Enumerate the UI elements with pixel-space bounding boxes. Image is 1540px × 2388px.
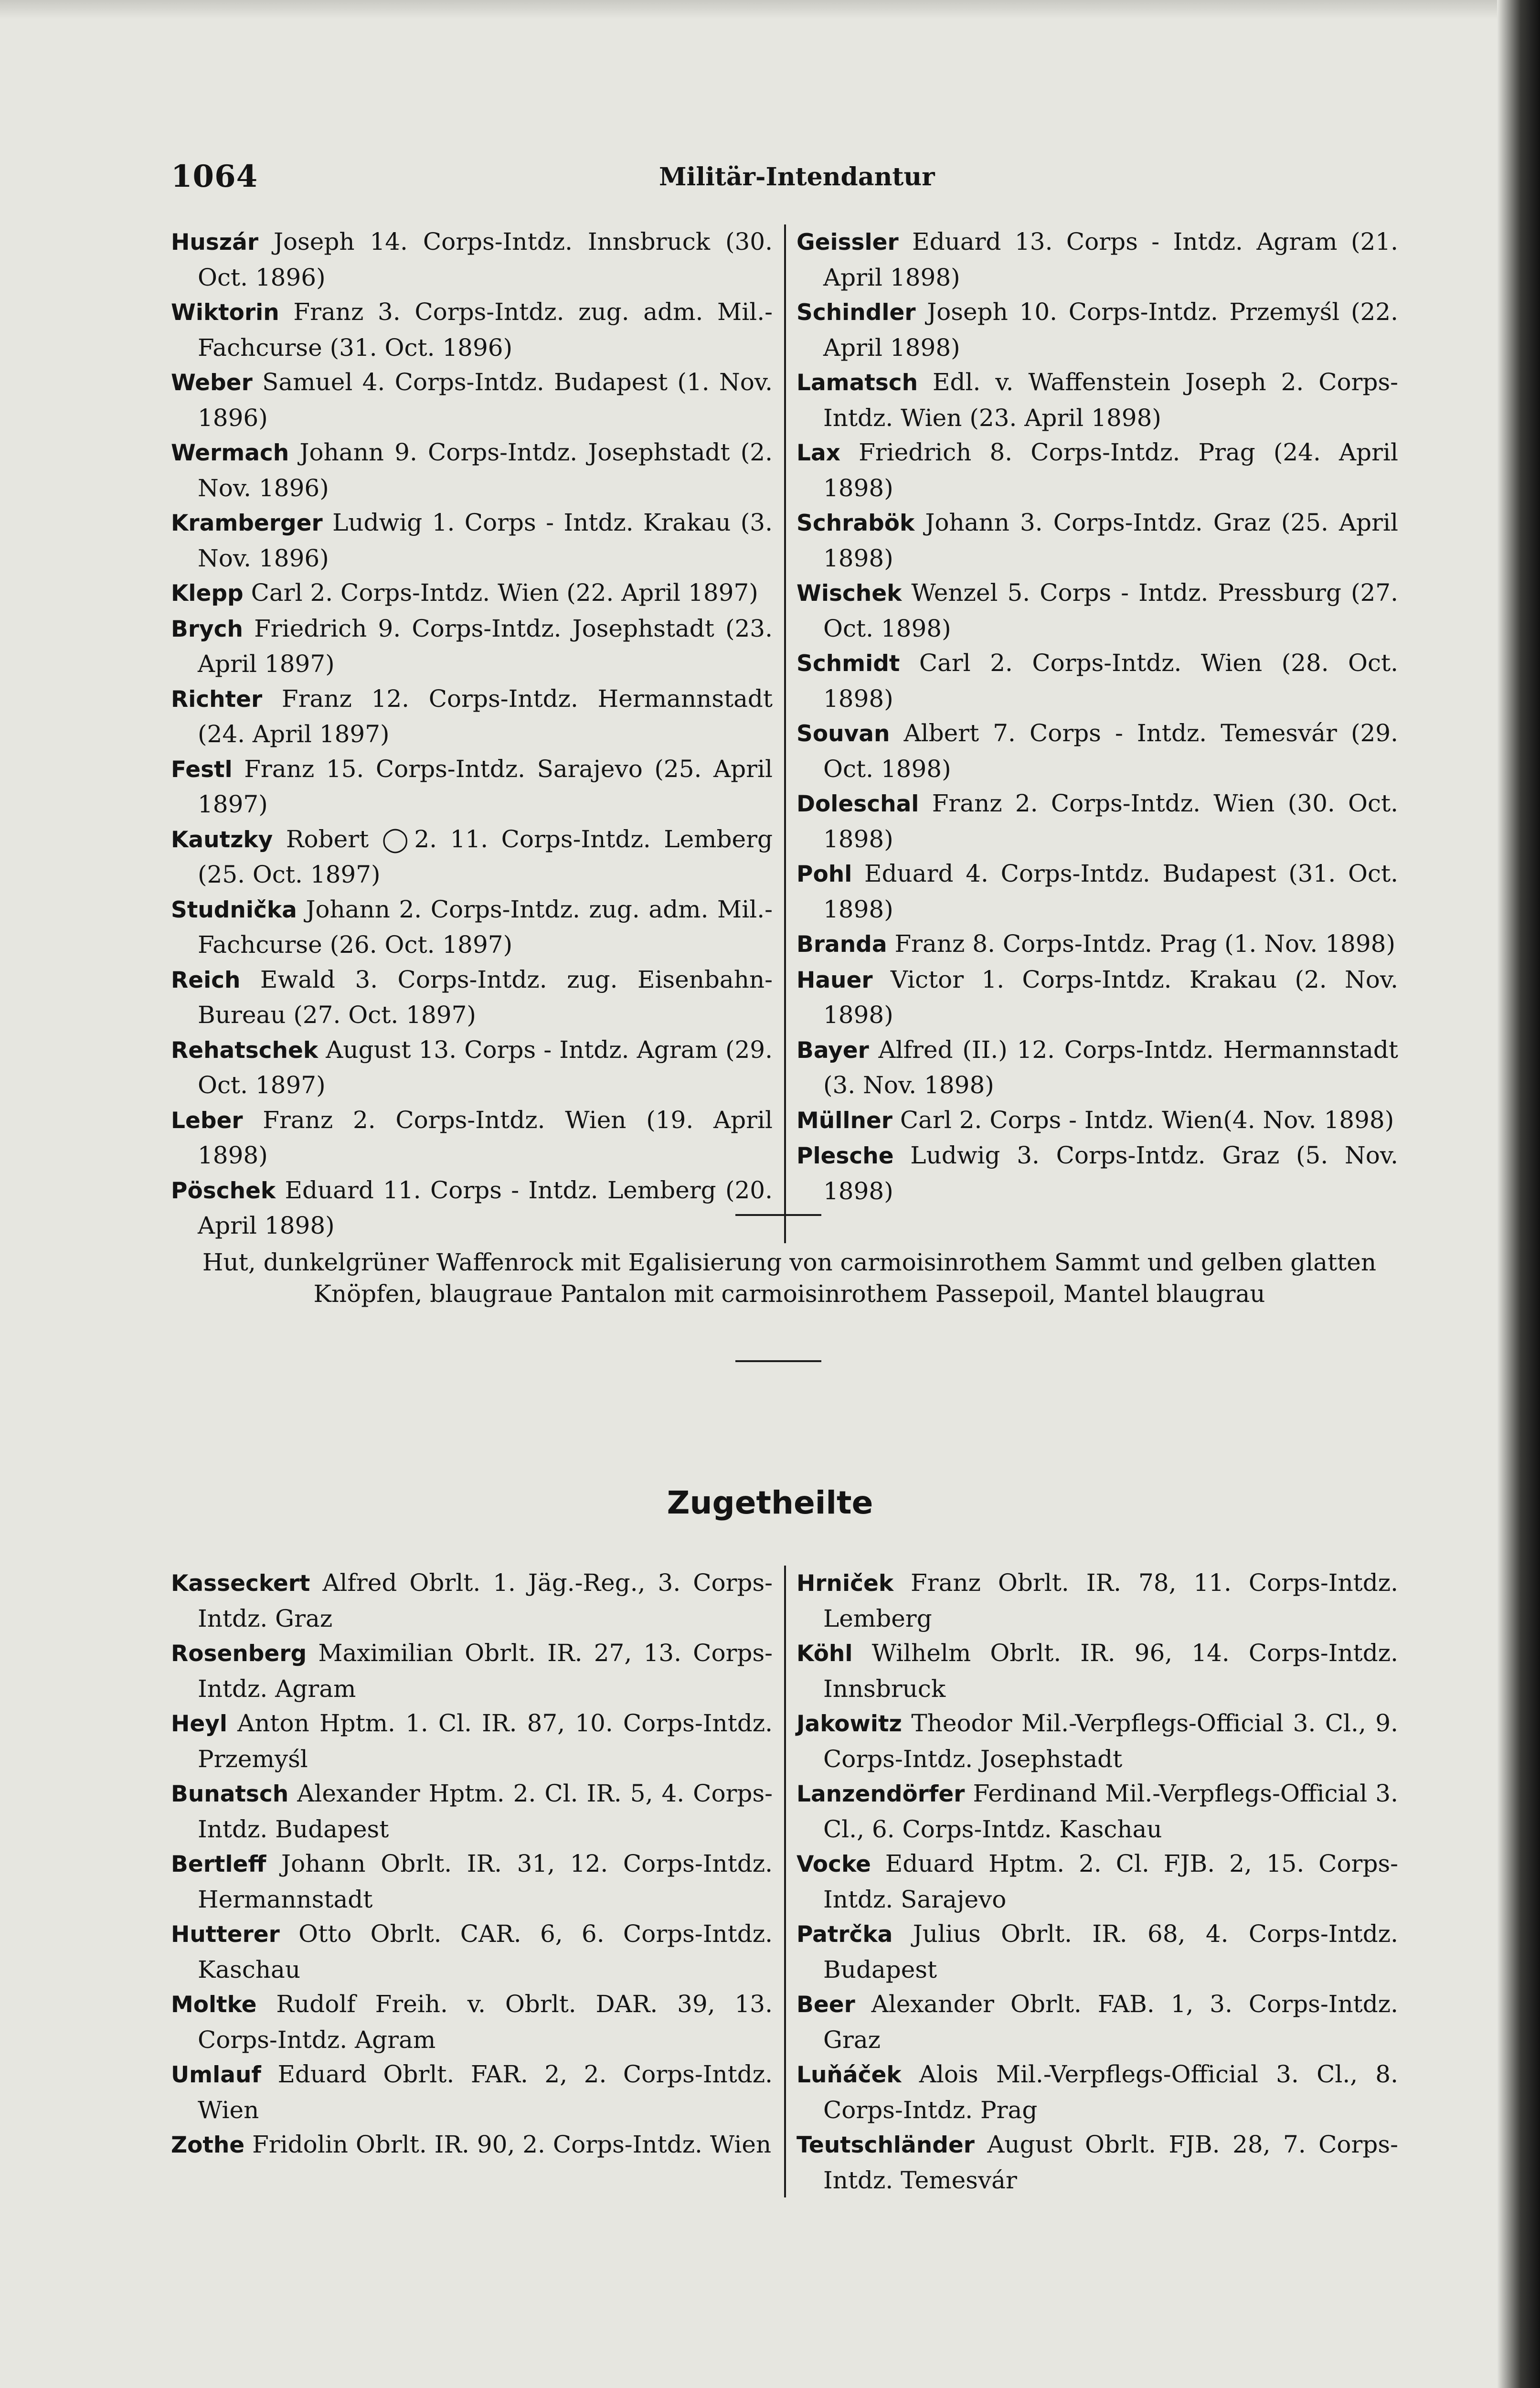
entry-text: Eduard Obrlt. FAR. 2, 2. Corps-Intdz. Wien	[198, 2060, 773, 2124]
attached-list	[171, 1566, 1398, 2197]
entry-text: Alexander Obrlt. FAB. 1, 3. Corps-Intdz. Graz	[823, 1990, 1399, 2054]
list-item	[171, 1706, 773, 1776]
entry-text: Ludwig 3. Corps-Intdz. Graz (5. Nov. 1898)	[823, 1141, 1399, 1205]
entry-text: Carl 2. Corps-Intdz. Wien (22. April 1897)	[251, 579, 758, 607]
entry-text: Franz 8. Corps-Intdz. Prag (1. Nov. 1898)	[894, 930, 1395, 958]
entry-text: Eduard 11. Corps - Intdz. Lemberg (20. April 1898)	[198, 1176, 773, 1239]
surname: Heyl	[171, 1711, 227, 1737]
entry-text: Eduard 13. Corps - Intdz. Agram (21. April 1898)	[823, 228, 1399, 291]
surname: Lax	[797, 440, 840, 466]
section-heading: Zugetheilte	[667, 1484, 873, 1521]
list-item	[797, 224, 1398, 295]
entry-text: Joseph 14. Corps-Intdz. Innsbruck (30. Oct. 1896)	[198, 228, 773, 291]
surname: Festl	[171, 756, 233, 783]
surname: Geissler	[797, 229, 899, 256]
list-item	[797, 1033, 1398, 1103]
entry-text: Johann 3. Corps-Intdz. Graz (25. April 1898)	[823, 509, 1398, 572]
entry-text: Eduard Hptm. 2. Cl. FJB. 2, 15. Corps-Intdz. Sarajevo	[823, 1850, 1399, 1913]
entry-text: Albert 7. Corps - Intdz. Temesvár (29. Oct. 1898)	[823, 719, 1399, 783]
entry-text: Joseph 10. Corps-Intdz. Przemyśl (22. April 1898)	[823, 298, 1399, 362]
list-item	[797, 927, 1398, 962]
surname: Moltke	[171, 1992, 257, 2018]
surname: Reich	[171, 967, 241, 993]
list-item	[171, 962, 773, 1033]
entry-text: Alois Mil.-Verpflegs-Official 3. Cl., 8. Corps-Intdz. Prag	[823, 2060, 1398, 2124]
surname: Bayer	[797, 1037, 869, 1064]
entry-text: Fridolin Obrlt. IR. 90, 2. Corps-Intdz. Wien	[252, 2131, 772, 2158]
entry-text: Wenzel 5. Corps - Intdz. Pressburg (27. Oct. 1898)	[823, 579, 1398, 642]
running-title: Militär-Intendantur	[659, 162, 935, 192]
entry-text: Samuel 4. Corps-Intdz. Budapest (1. Nov. 1896)	[198, 368, 773, 432]
list-item	[171, 435, 773, 505]
list-item	[171, 682, 773, 752]
list-item	[797, 1987, 1398, 2057]
list-item	[171, 365, 773, 435]
entry-text: Victor 1. Corps-Intdz. Krakau (2. Nov. 1898)	[823, 965, 1399, 1029]
surname: Teutschländer	[797, 2132, 975, 2158]
list-item	[797, 1776, 1398, 1846]
list-item	[797, 2057, 1398, 2127]
surname: Studnička	[171, 896, 297, 923]
surname: Schindler	[797, 299, 916, 326]
entry-text: Carl 2. Corps-Intdz. Wien (28. Oct. 1898)	[823, 649, 1399, 713]
list-item	[171, 1776, 773, 1846]
list-item	[171, 1987, 773, 2057]
surname: Huszár	[171, 229, 259, 256]
list-item	[797, 786, 1398, 856]
entry-text: Franz 2. Corps-Intdz. Wien (30. Oct. 1898)	[823, 789, 1399, 853]
surname: Kramberger	[171, 510, 323, 536]
list-item	[171, 1033, 773, 1103]
list-item	[171, 1103, 773, 1173]
list-item	[171, 1173, 773, 1243]
list-item	[171, 1917, 773, 1987]
page-number: 1064	[171, 159, 258, 194]
surname: Pohl	[797, 861, 852, 887]
surname: Jakowitz	[797, 1711, 902, 1737]
entry-text: Johann 2. Corps-Intdz. zug. adm. Mil.-Fachcurse (26. Oct. 1897)	[198, 895, 773, 959]
list-item	[797, 435, 1398, 505]
surname: Schmidt	[797, 650, 900, 677]
surname: Luňáček	[797, 2062, 902, 2088]
surname: Bunatsch	[171, 1781, 289, 1807]
entry-text: Rudolf Freih. v. Obrlt. DAR. 39, 13. Corps-Intdz. Agram	[198, 1990, 773, 2054]
list-item	[797, 1138, 1398, 1208]
list-item	[171, 1566, 773, 1636]
entry-text: Franz Obrlt. IR. 78, 11. Corps-Intdz. Lemberg	[823, 1569, 1399, 1632]
right-scan-edge	[1497, 0, 1540, 2388]
section-rule	[735, 1214, 821, 1216]
entry-text: Alexander Hptm. 2. Cl. IR. 5, 4. Corps-Intdz. Budapest	[198, 1780, 773, 1843]
list-item	[797, 856, 1398, 927]
list-item	[797, 646, 1398, 716]
list-item	[797, 1103, 1398, 1139]
list-item	[171, 576, 773, 611]
list-item	[171, 611, 773, 682]
entry-text: Theodor Mil.-Verpflegs-Official 3. Cl., 9. Corps-Intdz. Josephstadt	[823, 1709, 1399, 1773]
uniform-line-1: Hut, dunkelgrüner Waffenrock mit Egalisierung von carmoisinrothem Sammt und gelben glatten	[202, 1248, 1377, 1276]
surname: Klepp	[171, 580, 244, 607]
entry-text: Maximilian Obrlt. IR. 27, 13. Corps-Intdz. Agram	[198, 1639, 773, 1703]
surname: Zothe	[171, 2132, 245, 2158]
entry-text: Ewald 3. Corps-Intdz. zug. Eisenbahn-Bureau (27. Oct. 1897)	[198, 965, 773, 1029]
surname: Souvan	[797, 721, 890, 747]
surname: Wischek	[797, 580, 902, 607]
list-item	[797, 295, 1398, 365]
list-item	[171, 822, 773, 892]
list-item	[171, 2057, 773, 2127]
entry-text: Anton Hptm. 1. Cl. IR. 87, 10. Corps-Intdz. Przemyśl	[198, 1709, 773, 1773]
list-item	[171, 295, 773, 365]
uniform-line-2: Knöpfen, blaugraue Pantalon mit carmoisinrothem Passepoil, Mantel blaugrau	[313, 1280, 1265, 1308]
entry-text: Alfred Obrlt. 1. Jäg.-Reg., 3. Corps-Intdz. Graz	[198, 1569, 773, 1632]
entry-text: Franz 15. Corps-Intdz. Sarajevo (25. April 1897)	[198, 755, 773, 818]
list-item	[797, 962, 1398, 1033]
entry-text: Johann Obrlt. IR. 31, 12. Corps-Intdz. Hermannstadt	[198, 1850, 773, 1913]
entry-text: Franz 2. Corps-Intdz. Wien (19. April 1898)	[198, 1106, 773, 1169]
list-item	[797, 716, 1398, 786]
top-scan-shadow	[0, 0, 1540, 19]
surname: Umlauf	[171, 2062, 261, 2088]
surname: Weber	[171, 370, 253, 396]
surname: Doleschal	[797, 791, 919, 817]
list-item	[171, 505, 773, 576]
entry-text: Otto Obrlt. CAR. 6, 6. Corps-Intdz. Kaschau	[198, 1920, 773, 1983]
entry-text: Ferdinand Mil.-Verpflegs-Official 3. Cl., 6. Corps-Intdz. Kaschau	[823, 1780, 1398, 1843]
entry-text: Julius Obrlt. IR. 68, 4. Corps-Intdz. Budapest	[823, 1920, 1399, 1983]
list-item	[797, 1636, 1398, 1706]
list-item	[797, 1846, 1398, 1917]
list-item	[171, 224, 773, 295]
list-item	[797, 576, 1398, 646]
surname: Beer	[797, 1992, 855, 2018]
entry-text: Robert ◯2. 11. Corps-Intdz. Lemberg (25. Oct. 1897)	[198, 825, 773, 888]
list-item	[171, 2127, 773, 2163]
surname: Leber	[171, 1107, 243, 1134]
surname: Brych	[171, 616, 243, 642]
surname: Bertleff	[171, 1851, 266, 1877]
promotion-list-right	[786, 224, 1398, 1243]
surname: Hauer	[797, 967, 873, 993]
surname: Vocke	[797, 1851, 871, 1877]
list-item	[171, 1636, 773, 1706]
surname: Rosenberg	[171, 1641, 307, 1667]
entry-text: Johann 9. Corps-Intdz. Josephstadt (2. Nov. 1896)	[198, 438, 773, 502]
list-item	[797, 2127, 1398, 2197]
surname: Patrčka	[797, 1921, 893, 1948]
attached-list-left	[171, 1566, 784, 2197]
entry-text: Eduard 4. Corps-Intdz. Budapest (31. Oct. 1898)	[823, 860, 1399, 923]
list-item	[797, 365, 1398, 435]
entry-text: Franz 3. Corps-Intdz. zug. adm. Mil.-Fachcurse (31. Oct. 1896)	[198, 298, 773, 362]
surname: Hrniček	[797, 1570, 894, 1597]
uniform-description	[176, 1247, 1403, 1310]
surname: Richter	[171, 686, 263, 713]
promotion-list-left	[171, 224, 784, 1243]
surname: Müllner	[797, 1107, 892, 1134]
surname: Plesche	[797, 1143, 894, 1169]
surname: Schrabök	[797, 510, 915, 536]
list-item	[797, 505, 1398, 576]
promotion-list	[171, 224, 1398, 1243]
surname: Köhl	[797, 1641, 853, 1667]
entry-text: Friedrich 9. Corps-Intdz. Josephstadt (23. April 1897)	[198, 614, 773, 678]
entry-text: August Obrlt. FJB. 28, 7. Corps-Intdz. Temesvár	[823, 2131, 1398, 2194]
surname: Hutterer	[171, 1921, 280, 1948]
surname: Pöschek	[171, 1177, 276, 1204]
surname: Wiktorin	[171, 299, 279, 326]
entry-text: Alfred (II.) 12. Corps-Intdz. Hermannstadt (3. Nov. 1898)	[823, 1035, 1398, 1099]
entry-text: Edl. v. Waffenstein Joseph 2. Corps-Intdz. Wien (23. April 1898)	[823, 368, 1399, 432]
surname: Kautzky	[171, 826, 273, 853]
list-item	[171, 752, 773, 822]
surname: Lanzendörfer	[797, 1781, 965, 1807]
entry-text: Wilhelm Obrlt. IR. 96, 14. Corps-Intdz. Innsbruck	[823, 1639, 1398, 1703]
surname: Lamatsch	[797, 370, 918, 396]
list-item	[171, 892, 773, 962]
entry-text: Carl 2. Corps - Intdz. Wien(4. Nov. 1898)	[900, 1106, 1394, 1134]
attached-list-right	[786, 1566, 1398, 2197]
entry-text: Franz 12. Corps-Intdz. Hermannstadt (24. April 1897)	[198, 684, 773, 748]
entry-text: August 13. Corps - Intdz. Agram (29. Oct. 1897)	[198, 1035, 773, 1099]
list-item	[797, 1706, 1398, 1776]
entry-text: Friedrich 8. Corps-Intdz. Prag (24. April 1898)	[823, 438, 1398, 502]
section-rule	[735, 1360, 821, 1362]
list-item	[797, 1566, 1398, 1636]
surname: Wermach	[171, 440, 289, 466]
list-item	[171, 1846, 773, 1917]
surname: Branda	[797, 931, 887, 958]
list-item	[797, 1917, 1398, 1987]
surname: Kasseckert	[171, 1570, 310, 1597]
surname: Rehatschek	[171, 1037, 319, 1064]
entry-text: Ludwig 1. Corps - Intdz. Krakau (3. Nov. 1896)	[198, 509, 773, 572]
